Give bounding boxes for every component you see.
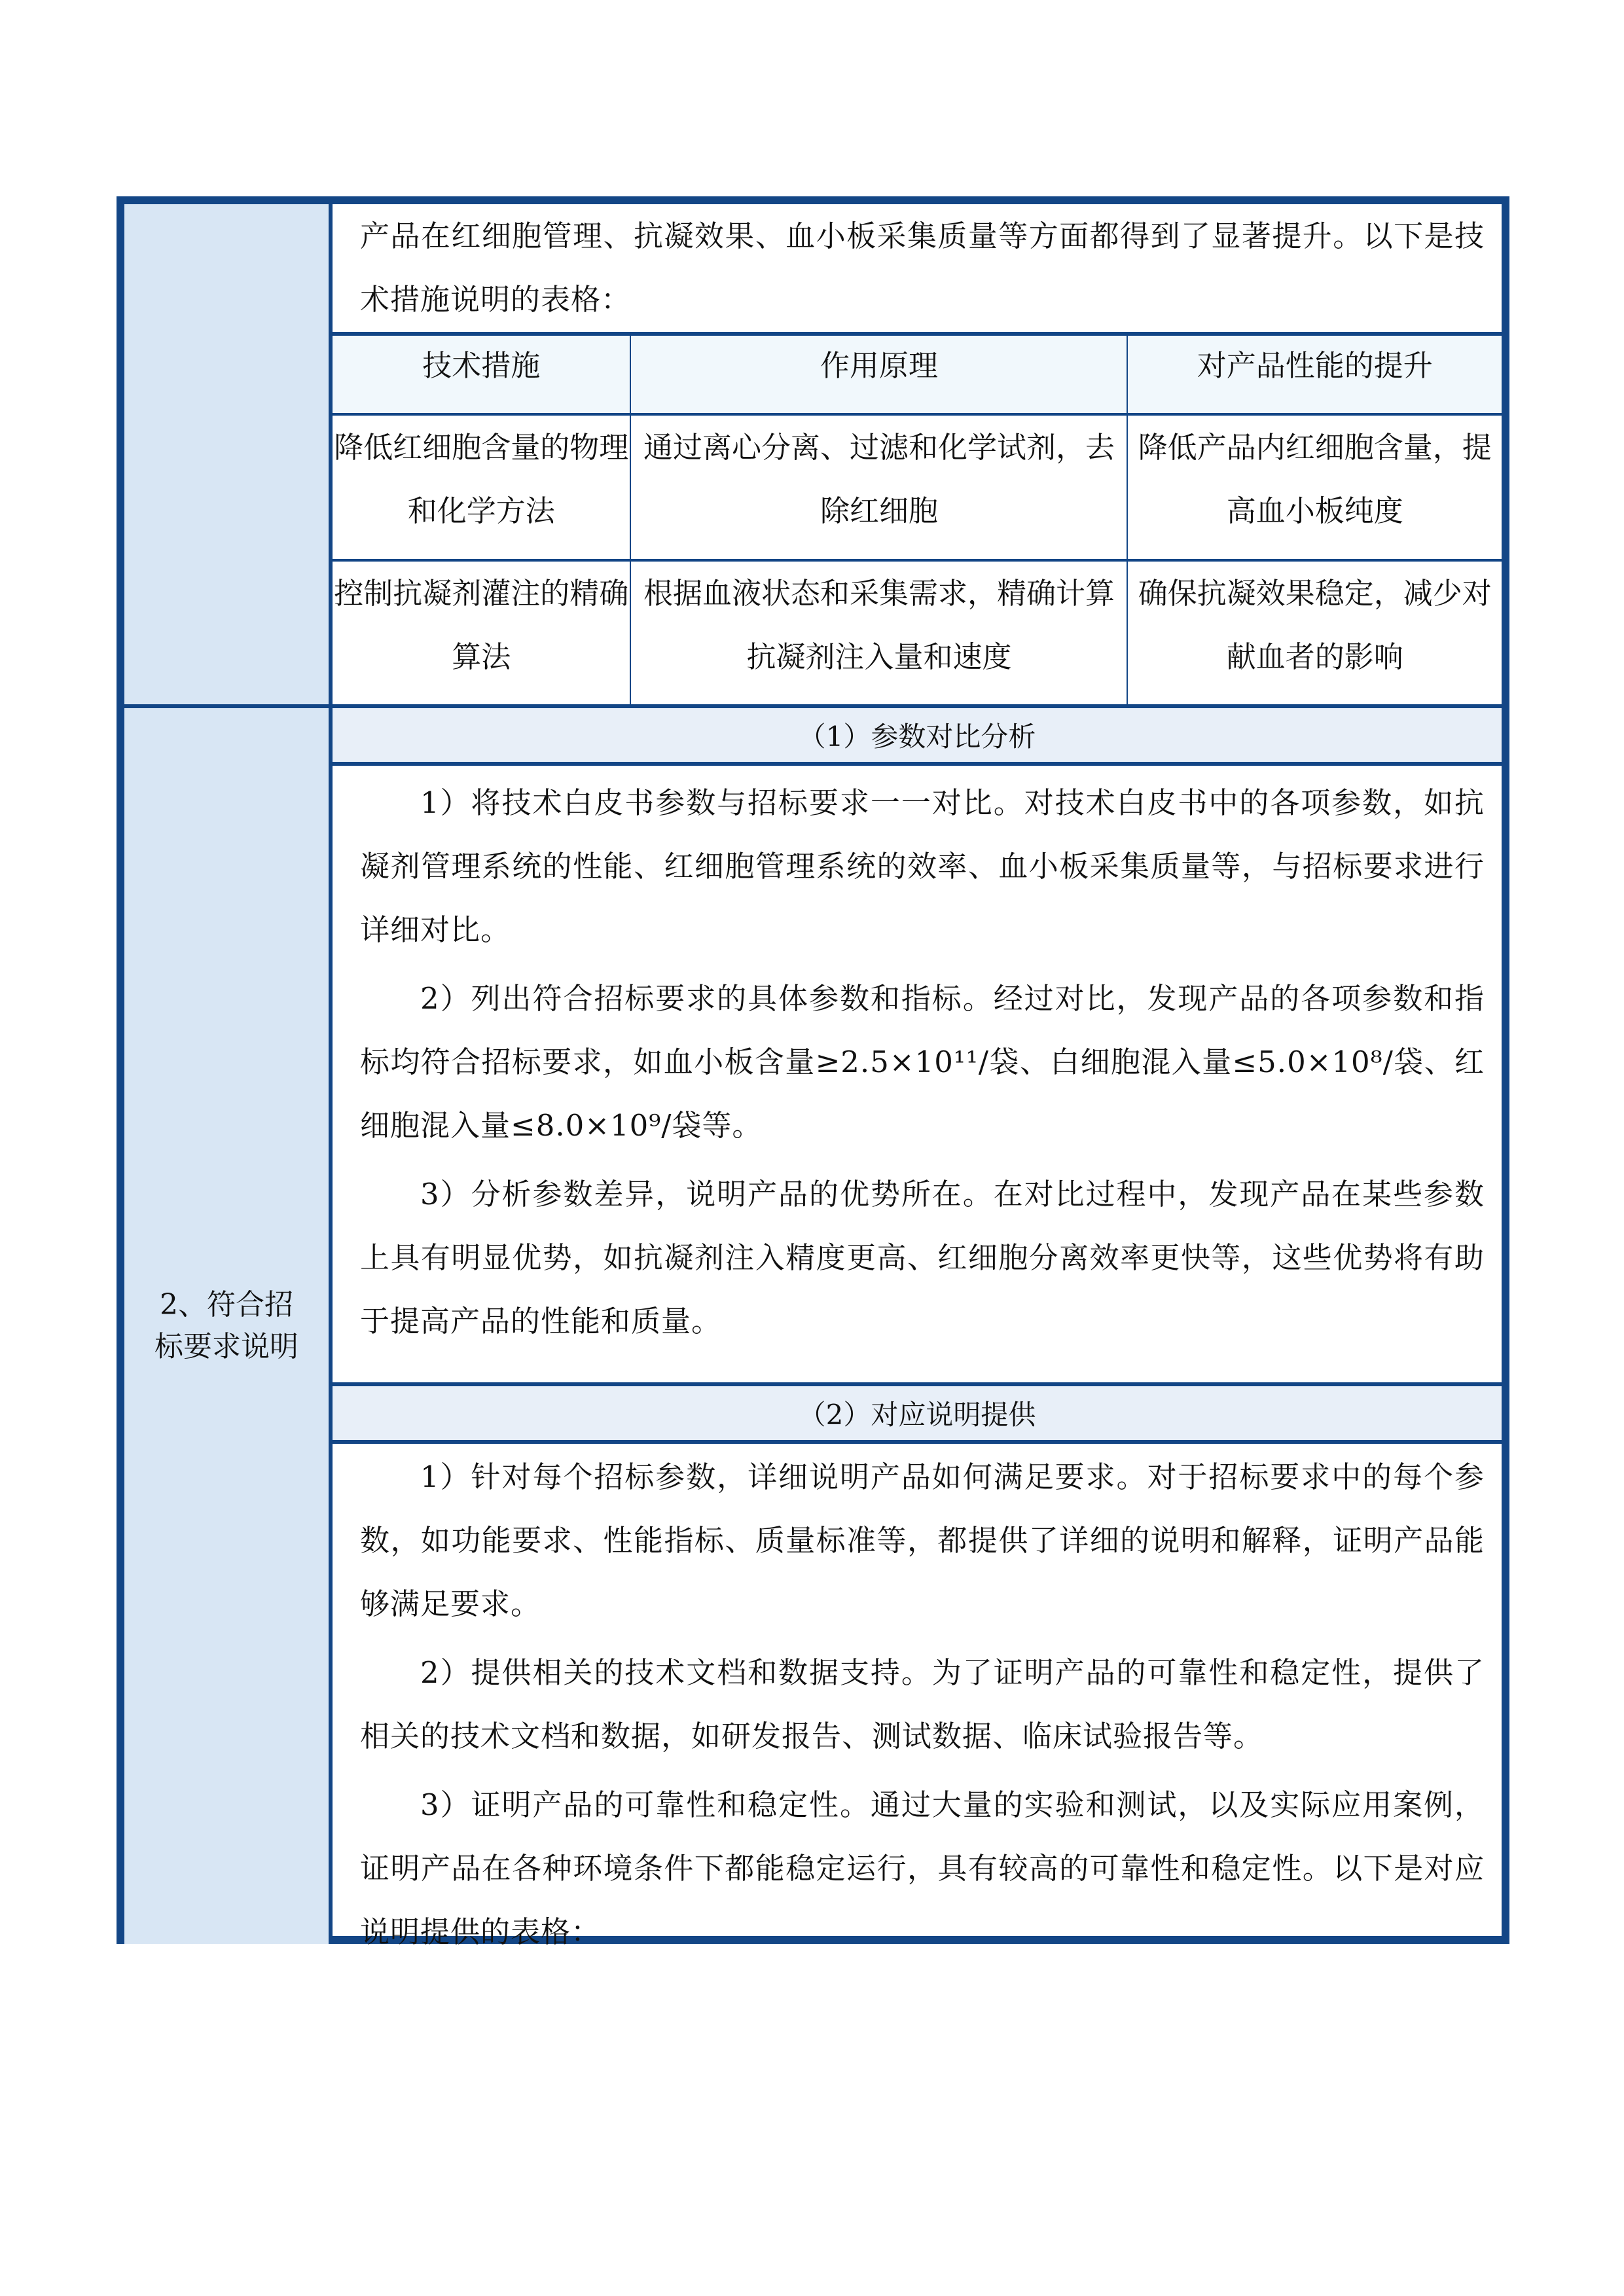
tech-measures-table	[333, 332, 1502, 708]
paragraph: 1）将技术白皮书参数与招标要求一一对比。对技术白皮书中的各项参数，如抗凝剂管理系统的性能、红细胞管理系统的效率、血小板采集质量等，与招标要求进行详细对比。	[360, 785, 1485, 947]
subsection-heading-param-comparison: （1）参数对比分析	[333, 708, 1502, 766]
table-cell: 根据血液状态和采集需求，精确计算抗凝剂注入量和速度	[630, 560, 1127, 704]
left-label-cell-empty	[124, 204, 333, 708]
table-cell: 降低产品内红细胞含量，提高血小板纯度	[1127, 414, 1502, 560]
response-provision-content	[333, 1440, 1502, 1964]
subsection-heading-response-provision: （2）对应说明提供	[333, 1382, 1502, 1444]
table-cell: 降低红细胞含量的物理和化学方法	[333, 414, 630, 560]
paragraph: 1）针对每个招标参数，详细说明产品如何满足要求。对于招标要求中的每个参数，如功能要求、性能指标、质量标准等，都提供了详细的说明和解释，证明产品能够满足要求。	[360, 1460, 1485, 1621]
table-cell: 确保抗凝效果稳定，减少对献血者的影响	[1127, 560, 1502, 704]
table-header-cell: 作用原理	[630, 336, 1127, 414]
intro-paragraph	[333, 204, 1502, 332]
table-row	[333, 414, 1502, 560]
paragraph: 2）提供相关的技术文档和数据支持。为了证明产品的可靠性和稳定性，提供了相关的技术文档和数据，如研发报告、测试数据、临床试验报告等。	[360, 1655, 1485, 1753]
paragraph: 3）证明产品的可靠性和稳定性。通过大量的实验和测试，以及实际应用案例，证明产品在各种环境条件下都能稳定运行，具有较高的可靠性和稳定性。以下是对应说明提供的表格：	[360, 1787, 1485, 1949]
intro-text: 产品在红细胞管理、抗凝效果、血小板采集质量等方面都得到了显著提升。以下是技术措施说明的表格：	[360, 219, 1485, 317]
table-row	[333, 560, 1502, 704]
paragraph: 2）列出符合招标要求的具体参数和指标。经过对比，发现产品的各项参数和指标均符合招标要求，如血小板含量≥2.5×10¹¹/袋、白细胞混入量≤5.0×10⁸/袋、红细胞混入量≤8.0×10⁹/袋等。	[360, 981, 1485, 1143]
section-label: 2、符合招标要求说明	[154, 1288, 298, 1363]
table-header-cell: 对产品性能的提升	[1127, 336, 1502, 414]
paragraph: 3）分析参数差异，说明产品的优势所在。在对比过程中，发现产品在某些参数上具有明显优势，如抗凝剂注入精度更高、红细胞分离效率更快等，这些优势将有助于提高产品的性能和质量。	[360, 1177, 1485, 1338]
param-comparison-content	[333, 766, 1502, 1353]
document-table	[117, 196, 1509, 1949]
table-cell: 控制抗凝剂灌注的精确算法	[333, 560, 630, 704]
table-header-row	[333, 336, 1502, 414]
left-label-cell	[124, 708, 333, 1944]
table-cell: 通过离心分离、过滤和化学试剂，去除红细胞	[630, 414, 1127, 560]
table-header-cell: 技术措施	[333, 336, 630, 414]
